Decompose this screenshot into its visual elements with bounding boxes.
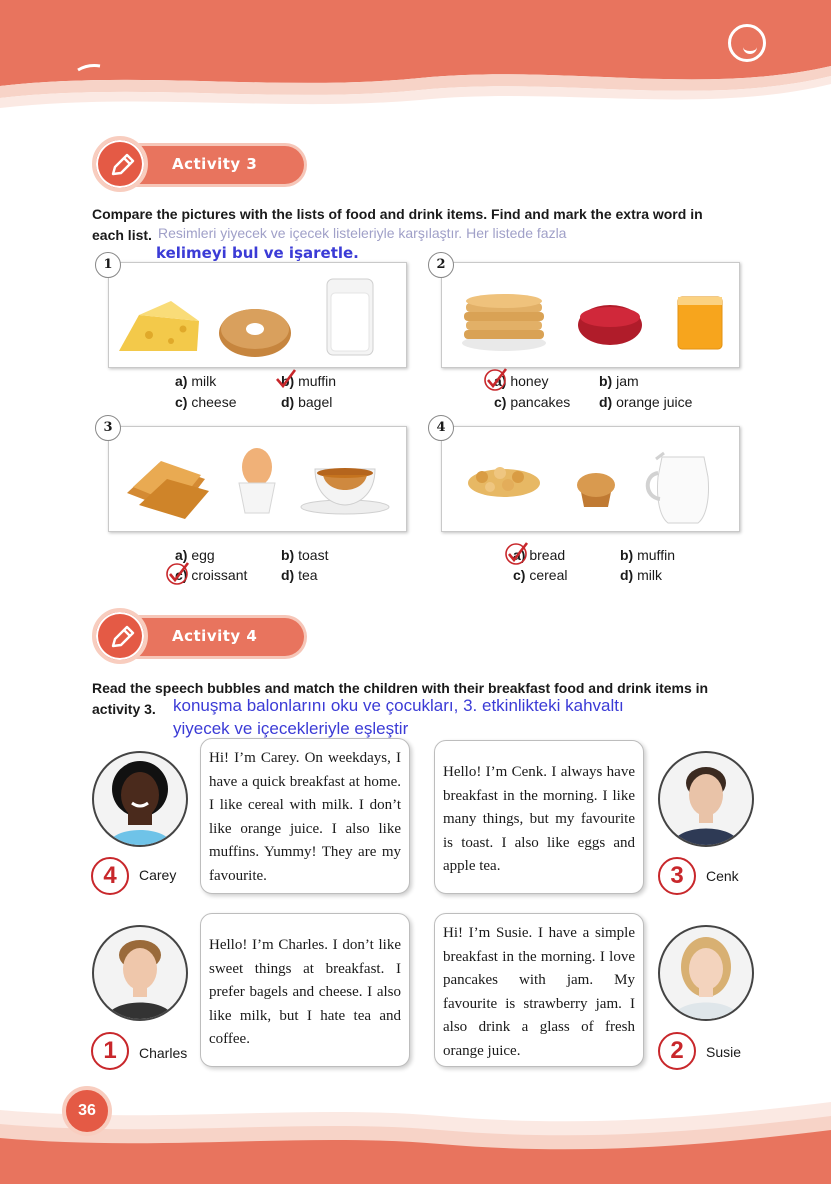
option-4d[interactable]: d) milk: [620, 567, 662, 583]
activity-3-translation-line2: kelimeyi bul ve işaretle.: [156, 244, 359, 262]
activity-3-translation-line1: Resimleri yiyecek ve içecek listeleriyle karşılaştır. Her listede fazla: [158, 225, 567, 241]
milk-jug-image: [648, 453, 709, 523]
page-number: 36: [78, 1102, 96, 1119]
checkmark-icon: [503, 540, 531, 566]
cereal-image: [468, 467, 540, 497]
option-3b[interactable]: b) toast: [281, 547, 329, 563]
option-1c[interactable]: c) cheese: [175, 394, 237, 410]
answer-number-cenk: 3: [658, 857, 696, 895]
checkmark-icon: [164, 560, 192, 586]
picture-box-2: [441, 262, 740, 368]
pencil-icon: [92, 136, 148, 192]
avatar-susie: [658, 925, 754, 1021]
answer-number-susie: 2: [658, 1032, 696, 1070]
avatar-carey: [92, 751, 188, 847]
option-3d[interactable]: d) tea: [281, 567, 318, 583]
header-logo-icon: [728, 24, 766, 62]
picture-box-4: [441, 426, 740, 532]
speech-bubble-susie: Hi! I’m Susie. I have a simple breakfast in the morning. I love pancakes with jam. My favourite is strawberry jam. I also drink a glass of fresh orange juice.: [434, 913, 644, 1067]
child-name-carey: Carey: [139, 867, 177, 883]
activity-3-title: Activity 3: [172, 155, 258, 173]
option-4c[interactable]: c) cereal: [513, 567, 568, 583]
child-name-susie: Susie: [706, 1044, 742, 1060]
checkmark-icon: [275, 368, 297, 390]
option-1d[interactable]: d) bagel: [281, 394, 333, 410]
option-2a[interactable]: a) honey: [494, 373, 549, 389]
avatar-charles: [92, 925, 188, 1021]
toast-image: [127, 461, 209, 519]
picture-box-3: [108, 426, 407, 532]
speech-bubble-carey: Hi! I’m Carey. On weekdays, I have a quick breakfast at home. I like cereal with milk. I don’t like orange juice. I also like muffins. Yummy! They are my favourite.: [200, 738, 410, 894]
jam-bowl-image: [578, 305, 642, 345]
option-2b[interactable]: b) jam: [599, 373, 639, 389]
set-number-3: 3: [95, 415, 121, 441]
set-number-4: 4: [428, 415, 454, 441]
egg-image: [239, 448, 275, 513]
option-1b[interactable]: b) muffin: [281, 373, 336, 389]
activity-4-translation-line1: konuşma balonlarını oku ve çocukları, 3. etkinlikteki kahvaltı: [173, 696, 624, 715]
bagel-image: [219, 309, 291, 357]
header-band: [0, 0, 831, 120]
checkmark-icon: [482, 366, 510, 392]
set-number-2: 2: [428, 252, 454, 278]
activity-3-instruction: Compare the pictures with the lists of food and drink items. Find and mark the extra word in each list.: [92, 206, 703, 243]
tea-cup-image: [301, 468, 389, 514]
option-2c[interactable]: c) pancakes: [494, 394, 571, 410]
activity-4-instruction: Read the speech bubbles and match the children with their breakfast food and drink items in activity 3.: [92, 680, 709, 717]
option-4b[interactable]: b) muffin: [620, 547, 675, 563]
muffin-image: [577, 473, 615, 507]
set-number-1: 1: [95, 252, 121, 278]
milk-glass-image: [327, 279, 373, 355]
option-2d[interactable]: d) orange juice: [599, 394, 693, 410]
speech-bubble-cenk: Hello! I’m Cenk. I always have breakfast in the morning. I like many things, but my favourite is toast. I also like eggs and apple tea.: [434, 740, 644, 894]
option-4a[interactable]: a) bread: [513, 547, 566, 563]
pencil-icon: [92, 608, 148, 664]
orange-juice-image: [678, 297, 722, 349]
pancakes-image: [462, 294, 546, 351]
activity-3-banner: [92, 136, 312, 196]
page-number-badge: [62, 1086, 112, 1136]
cheese-image: [119, 301, 199, 351]
answer-number-carey: 4: [91, 857, 129, 895]
option-3c[interactable]: c) croissant: [175, 567, 248, 583]
option-3a[interactable]: a) egg: [175, 547, 215, 563]
speech-bubble-charles: Hello! I’m Charles. I don’t like sweet things at breakfast. I prefer bagels and cheese. I also like milk, but I hate tea and coffee.: [200, 913, 410, 1067]
answer-number-charles: 1: [91, 1032, 129, 1070]
activity-4-title: Activity 4: [172, 627, 258, 645]
option-1a[interactable]: a) milk: [175, 373, 217, 389]
picture-box-1: [108, 262, 407, 368]
activity-4-banner: [92, 608, 312, 668]
avatar-cenk: [658, 751, 754, 847]
footer-band: [0, 1080, 831, 1184]
child-name-cenk: Cenk: [706, 868, 739, 884]
activity-4-translation-line2: yiyecek ve içecekleriyle eşleştir: [173, 719, 409, 738]
child-name-charles: Charles: [139, 1045, 188, 1061]
